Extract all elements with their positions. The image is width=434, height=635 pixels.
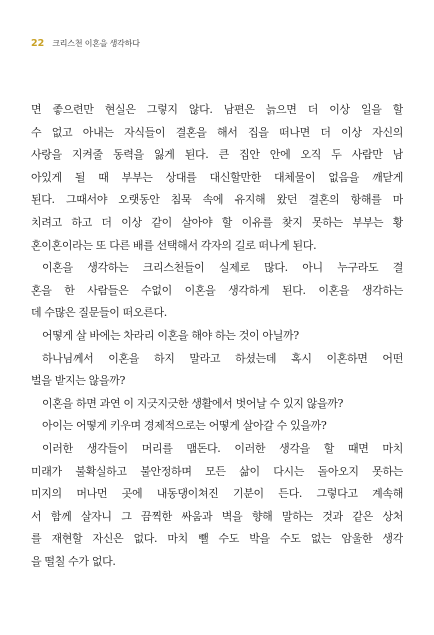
text-line: 사랑을 지켜줄 동력을 잃게 된다. 큰 집안 안에 오직 두 사람만 남 (31, 148, 403, 162)
text-line: 어떻게 살 바에는 차라리 이혼을 해야 하는 것이 아닐까? (42, 328, 299, 342)
text-line: 하나님께서 이혼을 하지 말라고 하셨는데 혹시 이혼하면 어떤 (42, 351, 403, 365)
text-line: 데 수많은 질문들이 떠오른다. (31, 306, 167, 320)
text-line: 혼을 한 사람들은 수없이 이혼을 생각하게 된다. 이혼을 생각하는 (31, 283, 403, 297)
text-line: 면 좋으련만 현실은 그렇지 않다. 남편은 늙으면 더 이상 일을 할 (31, 103, 403, 116)
text-line: 를 재현할 자신은 없다. 마치 뺄 수도 박을 수도 없는 암울한 생각 (31, 532, 403, 546)
text-line: 벌을 받지는 않을까? (31, 374, 126, 388)
page-header (31, 38, 140, 49)
text-line: 미래가 불확실하고 불안정하며 모든 삶이 다시는 돌아오지 못하는 (31, 464, 403, 478)
text-line: 을 떨칠 수가 없다. (31, 554, 116, 568)
body-text (31, 99, 403, 573)
text-line: 이러한 생각들이 머리를 맴돈다. 이러한 생각을 할 때면 마치 (42, 441, 403, 455)
text-line: 아이는 어떻게 키우며 경제적으로는 어떻게 살아갈 수 있을까? (42, 419, 327, 433)
page-number: 22 (31, 38, 45, 49)
text-line: 혼이혼이라는 또 다른 배를 선택해서 각자의 길로 떠나게 된다. (31, 238, 317, 252)
text-line: 아있게 될 때 부부는 상대를 대신할만한 대체물이 없음을 깨닫게 (31, 170, 403, 184)
running-title: 크리스천 이혼을 생각하다 (52, 39, 140, 48)
text-line: 치려고 하고 더 이상 같이 살아야 할 이유를 찾지 못하는 부부는 황 (31, 215, 403, 229)
text-line: 이혼을 하면 과연 이 지긋지긋한 생활에서 벗어날 수 있지 않을까? (42, 396, 344, 410)
text-line: 된다. 그때서야 오랫동안 침묵 속에 유지해 왔던 결혼의 항해를 마 (31, 193, 403, 207)
text-line: 수 없고 아내는 자식들이 결혼을 해서 집을 떠나면 더 이상 자신의 (31, 125, 403, 139)
text-line: 서 함께 살자니 그 끔찍한 싸움과 벽을 향해 말하는 것과 같은 상처 (31, 509, 403, 523)
text-line: 이혼을 생각하는 크리스천들이 실제로 많다. 아니 누구라도 결 (42, 261, 403, 275)
text-line: 미지의 머나먼 곳에 내동댕이쳐진 기분이 든다. 그렇다고 계속해 (31, 487, 403, 501)
